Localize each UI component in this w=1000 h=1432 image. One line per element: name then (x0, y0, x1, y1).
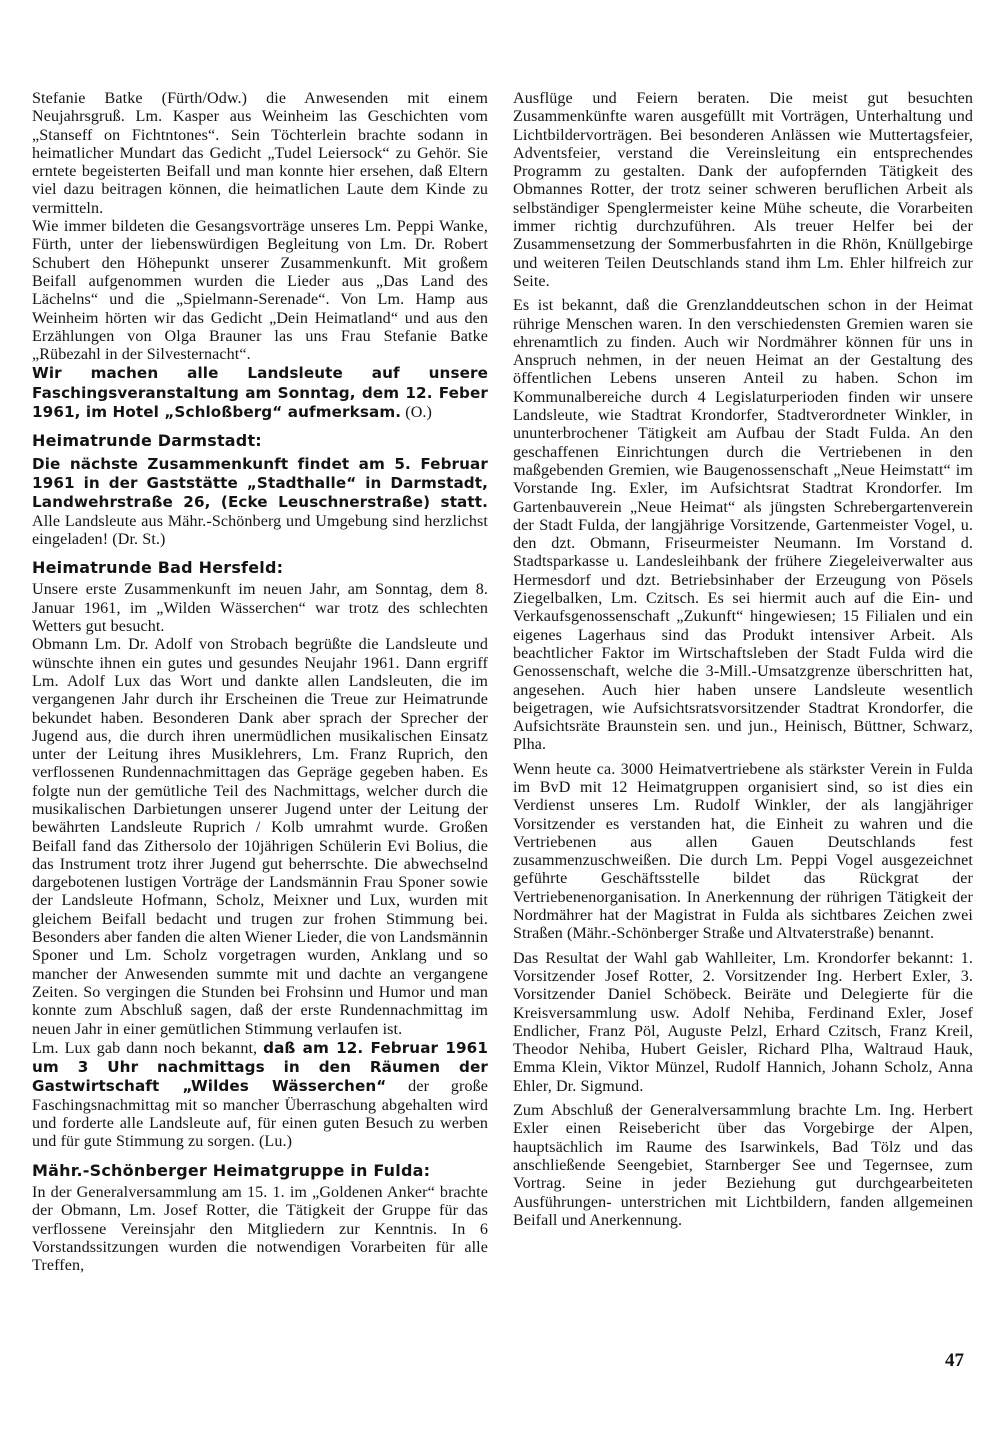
paragraph (32, 364, 488, 422)
page-number: 47 (945, 1350, 964, 1371)
section-heading: Heimatrunde Darmstadt: (32, 431, 262, 451)
bold-notice: daß am 12. Februar 1961 um 3 Uhr nachmittags in den Räumen der Gastwirtschaft „Wildes Wässerchen“ (32, 1038, 488, 1096)
paragraph: Ausflüge und Feiern beraten. Die meist gut besuchten Zusammenkünfte waren ausgefüllt mit Vorträgen, Unterhaltung und Lichtbildervorträgen. Bei besonderen Anlässen wie Muttertagsfeier, Adventsfeier, verstand die Vereinsleitung ein entsprechendes Programm zu gestalten. Dank der aufopfernden Tätigkeit des Obmannes Rotter, der trotz seiner schweren beruflichen Arbeit als selbständiger Spenglermeister keine Mühe scheute, die Vorarbeiten immer richtig durchzuführen. Als treuer Helfer bei der Zusammensetzung der Sommerbusfahrten in die Rhön, Knüllgebirge und weiteren Teilen Deutschlands stand ihm Lm. Ehler hilfreich zur Seite. (513, 90, 973, 290)
paragraph-tail: der große Faschingsnachmittag mit so mancher Überraschung abgehalten wird und forderte alle Landsleute auf, für einen guten Besuch zu werben und für gute Stimmung zu sorgen. (Lu.) (32, 1078, 488, 1151)
paragraph: Obmann Lm. Dr. Adolf von Strobach begrüßte die Landsleute und wünschte ihnen ein gutes und gesundes Neujahr 1961. Dann ergriff Lm. Adolf Lux das Wort und dankte allen Landsleuten, die im vergangenen Jahr durch ihr Erscheinen die Treue zur Heimatrunde bekundet haben. Besonderen Dank aber sprach der Sprecher der Jugend aus, die durch ihren unermüdlichen musikalischen Einsatz unter der Leitung ihres Musiklehrers, Lm. Franz Ruprich, den verflossenen Rundennachmittagen das Gepräge gegeben haben. Es folgte nun der gemütliche Teil des Nachmittags, welcher durch die musikalischen Darbietungen unserer Jugend unter der Leitung der bewährten Landsleute Ruprich / Kolb umrahmt wurde. Großen Beifall fand das Zithersolo der 10jährigen Schülerin Evi Bolius, die das Instrument trotz ihrer Jugend gut beherrschte. Die abwechselnd dargebotenen lustigen Vorträge der Landsmännin Frau Sponer sowie der Landsleute Hofmann, Scholz, Meixner und Lux, wurden mit gleichem Beifall bedacht und trugen zur frohen Stimmung bei. Besonders aber fanden die alten Wiener Lieder, die von Landsmännin Sponer und Lm. Scholz vorgetragen wurden, Anklang und so mancher der Anwesenden summte mit und dachte an vergangene Zeiten. So vergingen die Stunden bei Frohsinn und Humor und man konnte zum Abschluß sagen, daß der erste Rundennachmittag im neuen Jahr in einer gemütlichen Stimmung verlaufen ist. (32, 636, 488, 1038)
paragraph-lead: Lm. Lux gab dann noch bekannt, (32, 1039, 264, 1057)
paragraph (32, 455, 488, 549)
paragraph: Wenn heute ca. 3000 Heimatvertriebene als stärkster Verein in Fulda im BvD mit 12 Heimatgruppen organisiert sind, so ist dies ein Verdienst unseres Lm. Rudolf Winkler, der als langjähriger Vorsitzender es verstanden hat, die Einheit zu wahren und die Vertriebenen aus allen Gauen Deutschlands fest zusammenzuschweißen. Die durch Lm. Peppi Vogel ausgezeichnet geführte Geschäftsstelle bildet das Rückgrat der Vertriebenenorganisation. In Anerkennung der rührigen Tätigkeit der Nordmährer hat der Magistrat in Fulda als sichtbares Zeichen zwei Straßen (Mähr.-Schönberger Straße und Altvaterstraße) benannt. (513, 760, 973, 943)
section-heading: Heimatrunde Bad Hersfeld: (32, 558, 284, 578)
paragraph: Wie immer bildeten die Gesangsvorträge unseres Lm. Peppi Wanke, Fürth, unter der liebenswürdigen Begleitung von Lm. Dr. Robert Schubert den Höhepunkt unserer Zusammenkunft. Mit großem Beifall aufgenommen wurden die Lieder aus „Das Land des Lächelns“ und die „Spielmann-Serenade“. Von Lm. Hamp aus Weinheim hörten wir das Gedicht „Dein Heimatland“ und aus den Erzählungen von Olga Brauner las uns Frau Stefanie Batke „Rübezahl in der Silvesternacht“. (32, 218, 488, 364)
paragraph (32, 1039, 488, 1152)
paragraph: Stefanie Batke (Fürth/Odw.) die Anwesenden mit einem Neujahrsgruß. Lm. Kasper aus Weinheim las Geschichten vom „Stanseff on Fichtntones“. Sein Töchterlein brachte sodann in heimatlicher Mundart das Gedicht „Tudel Leiersock“ zu Gehör. Sie erntete begeisterten Beifall und man konnte hier ersehen, daß Eltern viel dazu beitragen können, die heimatlichen Laute dem Kinde zu vermitteln. (32, 90, 488, 217)
right-column (513, 90, 973, 1236)
paragraph: Unsere erste Zusammenkunft im neuen Jahr, am Sonntag, dem 8. Januar 1961, im „Wilden Wässerchen“ war trotz des schlechten Wetters gut besucht. (32, 581, 488, 636)
left-column (32, 90, 488, 1281)
paragraph-tail: Alle Landsleute aus Mähr.-Schönberg und Umgebung sind herzlichst eingeladen! (Dr. St.) (32, 512, 488, 548)
section-heading: Mähr.-Schönberger Heimatgruppe in Fulda: (32, 1160, 431, 1180)
paragraph-tail: (O.) (401, 404, 433, 422)
bold-notice: Die nächste Zusammenkunft findet am 5. Februar 1961 in der Gaststätte „Stadthalle“ in Darmstadt, Landwehrstraße 26, (Ecke Leuschnerstraße) statt. (32, 454, 488, 512)
paragraph: In der Generalversammlung am 15. 1. im „Goldenen Anker“ brachte der Obmann, Lm. Josef Rotter, die Tätigkeit der Gruppe für das verflossene Vereinsjahr den Mitgliedern zur Kenntnis. In 6 Vorstandssitzungen wurden die notwendigen Vorarbeiten für alle Treffen, (32, 1183, 488, 1275)
paragraph: Es ist bekannt, daß die Grenzlanddeutschen schon in der Heimat rührige Menschen waren. In den verschiedensten Gremien waren sie ehrenamtlich zu finden. Auch wir Nordmährer können für uns in Anspruch nehmen, in der neuen Heimat an der Gestaltung des öffentlichen Lebens unseren Anteil zu haben. Schon im Kommunalbereiche durch 4 Legislaturperioden finden wir unsere Landsleute, wie Stadtrat Krondorfer, Stadtverordneter Winkler, in ununterbrochener Tätigkeit am Aufbau der Stadt Fulda. An den geschaffenen Einrichtungen durch die Vertriebenen in den maßgebenden Gremien, wie Baugenossenschaft „Neue Heimstatt“ im Vorstande Ing. Exler, im Aufsichtsrat Stadtrat Krondorfer. Im Gartenbauverein „Neue Heimat“ als jüngsten Schrebergartenverein der Stadt Fulda, der langjährige Vorsitzende, Gartenmeister Vogel, u. den dzt. Obmann, Friseurmeister Neumann. Im Vorstand d. Stadtsparkasse u. Landesleihbank der frühere Ziegeleiverwalter aus Hermesdorf und dzt. Betriebsinhaber der Erzeugung von Pösels Ziegelbalken, Lm. Czitsch. Es sei hiermit auch auf die Ein- und Verkaufsgenossenschaft „Zukunft“ hingewiesen; 15 Filialen und ein eigenes Lagerhaus sind das Produkt intensiver Arbeit. Als beachtlicher Faktor im Wirtschaftsleben der Stadt Fulda wird die Genossenschaft, welche die 3-Mill.-Umsatzgrenze überschritten hat, angesehen. Auch hier haben unsere Landsleute wesentlich beigetragen, wie Aufsichtsratsvorsitzender Stadtrat Krondorfer, die Aufsichtsräte Braunstein sen. und jun., Heinisch, Büttner, Schwarz, Plha. (513, 297, 973, 754)
paragraph: Das Resultat der Wahl gab Wahlleiter, Lm. Krondorfer bekannt: 1. Vorsitzender Josef Rotter, 2. Vorsitzender Ing. Herbert Exler, 3. Vorsitzender Daniel Schöbeck. Beiräte und Delegierte für die Kreisversammlung usw. Adolf Nehiba, Ferdinand Exler, Josef Endlicher, Franz Pöl, Auguste Pelzl, Erhard Czitsch, Franz Kreil, Theodor Nehiba, Hubert Geisler, Richard Plha, Waltraud Hauk, Emma Klein, Viktor Münzel, Rudolf Hannich, Johann Scholz, Anna Ehler, Dr. Sigmund. (513, 949, 973, 1095)
paragraph: Zum Abschluß der Generalversammlung brachte Lm. Ing. Herbert Exler einen Reisebericht über das Vorgebirge der Alpen, hauptsächlich im Raume des Isarwinkels, Bad Tölz und das anschließende Seengebiet, Starnberger See und Tegernsee, zum Vortrag. Seine in jeder Beziehung gut durchgearbeiteten Ausführungen- unterstrichen mit Lichtbildern, fanden allgemeinen Beifall und Anerkennung. (513, 1102, 973, 1229)
bold-notice: Wir machen alle Landsleute auf unsere Faschingsveranstaltung am Sonntag, dem 12. Feber 1961, im Hotel „Schloßberg“ aufmerksam. (32, 364, 488, 422)
